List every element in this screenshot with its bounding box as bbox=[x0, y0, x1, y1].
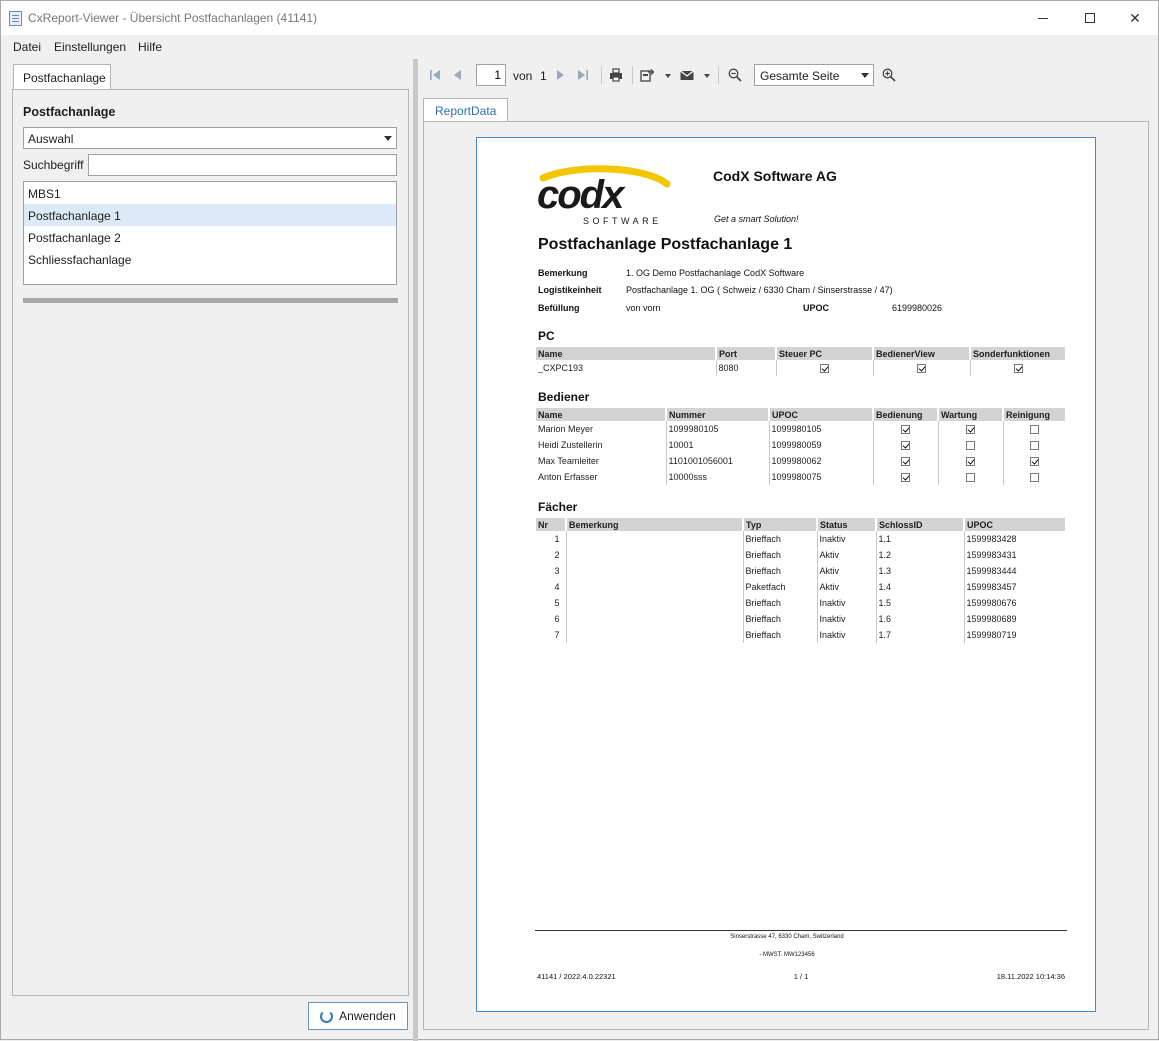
table-cell: 6 bbox=[554, 614, 560, 624]
table-cell: 8080 bbox=[716, 360, 776, 376]
title-bar bbox=[1, 1, 1158, 35]
company-slogan: Get a smart Solution! bbox=[714, 214, 799, 224]
table-cell bbox=[873, 421, 938, 437]
table-cell bbox=[873, 453, 938, 469]
field-value: Postfachanlage 1. OG ( Schweiz / 6330 Cham / Sinserstrasse / 47) bbox=[626, 285, 893, 295]
zoom-in-icon[interactable] bbox=[882, 68, 896, 82]
table-cell: 1099980105 bbox=[666, 421, 769, 437]
chevron-down-icon bbox=[861, 73, 869, 78]
zoom-select[interactable] bbox=[754, 64, 874, 86]
checkbox-unchecked bbox=[1030, 441, 1039, 450]
logo-text: codx bbox=[537, 173, 623, 217]
bediener-table bbox=[536, 408, 1067, 485]
footer-page-number: 1 / 1 bbox=[793, 972, 809, 981]
field-label: Befüllung bbox=[538, 303, 580, 313]
column-header: SchlossID bbox=[876, 518, 964, 531]
table-cell: 1099980059 bbox=[769, 437, 873, 453]
next-page-icon[interactable] bbox=[554, 68, 568, 82]
table-cell: 1.3 bbox=[876, 563, 964, 579]
chevron-down-icon[interactable] bbox=[704, 74, 710, 78]
section-bediener: Bediener bbox=[538, 390, 590, 404]
combo-value: Auswahl bbox=[28, 132, 74, 146]
table-cell: Inaktiv bbox=[817, 611, 876, 627]
table-row bbox=[536, 547, 1066, 563]
column-header: Nummer bbox=[666, 408, 769, 421]
table-cell: Anton Erfasser bbox=[538, 472, 598, 482]
column-header: Bedienung bbox=[873, 408, 938, 421]
table-cell: 2 bbox=[554, 550, 560, 560]
table-row bbox=[536, 611, 1066, 627]
column-header: Bemerkung bbox=[566, 518, 743, 531]
column-header: Nr bbox=[536, 518, 566, 531]
table-cell: Paketfach bbox=[743, 579, 817, 595]
table-cell bbox=[566, 595, 743, 611]
column-header: Name bbox=[536, 347, 716, 360]
table-cell bbox=[566, 611, 743, 627]
chevron-down-icon bbox=[384, 136, 392, 141]
export-icon[interactable] bbox=[640, 68, 654, 82]
table-cell: Aktiv bbox=[817, 547, 876, 563]
checkbox-unchecked bbox=[966, 473, 975, 482]
table-cell: 1599980676 bbox=[964, 595, 1066, 611]
table-cell: Brieffach bbox=[743, 547, 817, 563]
report-toolbar bbox=[421, 61, 1158, 89]
report-page bbox=[476, 137, 1096, 1012]
table-cell: 4 bbox=[554, 582, 560, 592]
minimize-icon bbox=[1038, 18, 1048, 19]
footer-vat: - MWST. MW123456 bbox=[759, 952, 815, 958]
app-icon bbox=[9, 11, 22, 26]
table-cell bbox=[1003, 421, 1066, 437]
table-cell: Heidi Zustellerin bbox=[538, 440, 603, 450]
table-cell: Max Teamleiter bbox=[538, 456, 599, 466]
apply-button[interactable] bbox=[308, 1002, 408, 1030]
column-header: Port bbox=[716, 347, 776, 360]
refresh-icon bbox=[320, 1010, 333, 1023]
upoc-value: 6199980026 bbox=[892, 303, 943, 313]
table-cell: Aktiv bbox=[817, 579, 876, 595]
horizontal-splitter[interactable] bbox=[23, 298, 398, 303]
field-label: Logistikeinheit bbox=[538, 285, 602, 295]
checkbox-checked bbox=[820, 364, 829, 373]
table-row bbox=[536, 360, 1066, 376]
table-cell bbox=[873, 437, 938, 453]
of-label: von bbox=[513, 69, 533, 83]
table-cell bbox=[938, 453, 1003, 469]
table-cell bbox=[1003, 453, 1066, 469]
mail-icon[interactable] bbox=[680, 68, 694, 82]
field-value: von vorn bbox=[626, 303, 661, 313]
table-cell: _CXPC193 bbox=[538, 363, 584, 373]
table-row bbox=[536, 437, 1066, 453]
column-header: Steuer PC bbox=[776, 347, 873, 360]
toolbar-separator bbox=[601, 66, 602, 84]
table-cell: 5 bbox=[554, 598, 560, 608]
menu-bar bbox=[1, 35, 1158, 59]
table-cell bbox=[938, 421, 1003, 437]
codx-logo bbox=[535, 164, 685, 226]
table-cell: 1599983444 bbox=[964, 563, 1066, 579]
installation-list[interactable] bbox=[23, 181, 397, 285]
table-cell: 1.2 bbox=[876, 547, 964, 563]
checkbox-unchecked bbox=[1030, 425, 1039, 434]
column-header: UPOC bbox=[769, 408, 873, 421]
list-item[interactable]: Schliessfachanlage bbox=[28, 253, 132, 267]
table-cell bbox=[1003, 437, 1066, 453]
zoom-value: Gesamte Seite bbox=[760, 69, 840, 83]
table-cell: Marion Meyer bbox=[538, 424, 594, 434]
table-cell: Inaktiv bbox=[817, 595, 876, 611]
column-header: Wartung bbox=[938, 408, 1003, 421]
checkbox-unchecked bbox=[1030, 473, 1039, 482]
table-row bbox=[536, 579, 1066, 595]
column-header: Sonderfunktionen bbox=[970, 347, 1066, 360]
tab-postfachanlage[interactable]: Postfachanlage bbox=[13, 64, 111, 90]
table-row bbox=[536, 563, 1066, 579]
table-cell: 1599980719 bbox=[964, 627, 1066, 643]
field-label: Bemerkung bbox=[538, 268, 588, 278]
table-cell: 1599983431 bbox=[964, 547, 1066, 563]
column-header: Typ bbox=[743, 518, 817, 531]
footer-version: 41141 / 2022.4.0.22321 bbox=[537, 972, 616, 981]
table-cell: 1 bbox=[554, 534, 560, 544]
list-item[interactable]: MBS1 bbox=[28, 187, 61, 201]
checkbox-checked bbox=[966, 425, 975, 434]
menu-hilfe[interactable]: Hilfe bbox=[138, 40, 163, 54]
upoc-label: UPOC bbox=[803, 303, 830, 313]
column-header: Reinigung bbox=[1003, 408, 1066, 421]
table-cell bbox=[566, 579, 743, 595]
table-cell: 1099980062 bbox=[769, 453, 873, 469]
section-faecher: Fächer bbox=[538, 500, 578, 514]
table-row bbox=[536, 421, 1066, 437]
page-number-input[interactable] bbox=[476, 64, 506, 86]
left-panel bbox=[12, 89, 409, 996]
table-cell bbox=[566, 563, 743, 579]
table-cell bbox=[938, 437, 1003, 453]
checkbox-checked bbox=[1014, 364, 1023, 373]
checkbox-checked bbox=[1030, 457, 1039, 466]
table-cell: Brieffach bbox=[743, 595, 817, 611]
table-cell bbox=[970, 360, 1066, 376]
window-title: CxReport-Viewer - Übersicht Postfachanlagen (41141) bbox=[28, 11, 318, 25]
checkbox-checked bbox=[901, 441, 910, 450]
table-cell bbox=[776, 360, 873, 376]
menu-datei[interactable]: Datei bbox=[13, 40, 42, 54]
toolbar-separator bbox=[632, 66, 633, 84]
table-cell: 1599980689 bbox=[964, 611, 1066, 627]
panel-heading: Postfachanlage bbox=[23, 105, 116, 119]
table-cell: 1.1 bbox=[876, 531, 964, 547]
close-icon: ✕ bbox=[1129, 9, 1141, 26]
column-header: Name bbox=[536, 408, 666, 421]
selection-combo[interactable] bbox=[23, 127, 397, 149]
table-cell: Inaktiv bbox=[817, 627, 876, 643]
table-row bbox=[536, 453, 1066, 469]
checkbox-checked bbox=[917, 364, 926, 373]
tab-reportdata[interactable]: ReportData bbox=[423, 98, 508, 122]
table-cell: 1599983457 bbox=[964, 579, 1066, 595]
table-cell: 1099980105 bbox=[769, 421, 873, 437]
column-header: UPOC bbox=[964, 518, 1066, 531]
table-cell: 1099980075 bbox=[769, 469, 873, 485]
table-row bbox=[536, 627, 1066, 643]
table-cell: Brieffach bbox=[743, 611, 817, 627]
table-cell bbox=[1003, 469, 1066, 485]
column-header: BedienerView bbox=[873, 347, 970, 360]
print-icon[interactable] bbox=[609, 68, 623, 82]
previous-page-icon[interactable] bbox=[450, 68, 464, 82]
table-cell bbox=[566, 531, 743, 547]
first-page-icon[interactable] bbox=[428, 68, 442, 82]
menu-einstellungen[interactable]: Einstellungen bbox=[54, 40, 127, 54]
table-cell: 1.4 bbox=[876, 579, 964, 595]
field-value: 1. OG Demo Postfachanlage CodX Software bbox=[626, 268, 805, 278]
table-cell: 10001 bbox=[666, 437, 769, 453]
table-cell: 1101001056001 bbox=[666, 453, 769, 469]
maximize-button[interactable] bbox=[1067, 1, 1113, 35]
chevron-down-icon[interactable] bbox=[665, 74, 671, 78]
checkbox-checked bbox=[901, 473, 910, 482]
company-name: CodX Software AG bbox=[713, 168, 837, 184]
list-item[interactable]: Postfachanlage 2 bbox=[28, 231, 121, 245]
table-cell: 1.7 bbox=[876, 627, 964, 643]
maximize-icon bbox=[1085, 13, 1095, 23]
checkbox-checked bbox=[901, 425, 910, 434]
table-row bbox=[536, 595, 1066, 611]
table-cell: Inaktiv bbox=[817, 531, 876, 547]
table-cell: Brieffach bbox=[743, 627, 817, 643]
logo-subtext: SOFTWARE bbox=[583, 216, 662, 226]
table-cell bbox=[873, 360, 970, 376]
checkbox-checked bbox=[966, 457, 975, 466]
last-page-icon[interactable] bbox=[576, 68, 590, 82]
table-cell bbox=[873, 469, 938, 485]
table-row bbox=[536, 531, 1066, 547]
table-cell bbox=[938, 469, 1003, 485]
table-cell: Brieffach bbox=[743, 531, 817, 547]
table-cell: 3 bbox=[554, 566, 560, 576]
checkbox-unchecked bbox=[966, 441, 975, 450]
footer-timestamp: 18.11.2022 10:14:36 bbox=[996, 972, 1065, 981]
table-cell: 1599983428 bbox=[964, 531, 1066, 547]
minimize-button[interactable] bbox=[1020, 1, 1066, 35]
table-cell: 1.5 bbox=[876, 595, 964, 611]
footer-divider bbox=[535, 930, 1067, 931]
table-cell: Aktiv bbox=[817, 563, 876, 579]
table-cell: 10000sss bbox=[666, 469, 769, 485]
table-row bbox=[536, 469, 1066, 485]
table-cell bbox=[566, 627, 743, 643]
vertical-splitter[interactable] bbox=[413, 59, 418, 1041]
section-pc: PC bbox=[538, 329, 555, 343]
pc-table bbox=[536, 347, 1067, 376]
apply-label: Anwenden bbox=[339, 1009, 396, 1023]
list-item-selected[interactable]: Postfachanlage 1 bbox=[24, 204, 396, 226]
zoom-out-icon[interactable] bbox=[728, 68, 742, 82]
column-header: Status bbox=[817, 518, 876, 531]
search-label: Suchbegriff bbox=[23, 158, 84, 172]
close-button[interactable] bbox=[1112, 1, 1158, 35]
checkbox-checked bbox=[901, 457, 910, 466]
page-total: 1 bbox=[540, 69, 547, 83]
toolbar-separator bbox=[718, 66, 719, 84]
faecher-table bbox=[536, 518, 1067, 643]
footer-address: Sinserstrasse 47, 6330 Cham, Switzerland bbox=[730, 934, 844, 940]
table-cell: Brieffach bbox=[743, 563, 817, 579]
report-title: Postfachanlage Postfachanlage 1 bbox=[538, 236, 793, 253]
table-cell: 1.6 bbox=[876, 611, 964, 627]
search-input[interactable] bbox=[88, 154, 397, 176]
table-cell bbox=[566, 547, 743, 563]
table-cell: 7 bbox=[554, 630, 560, 640]
